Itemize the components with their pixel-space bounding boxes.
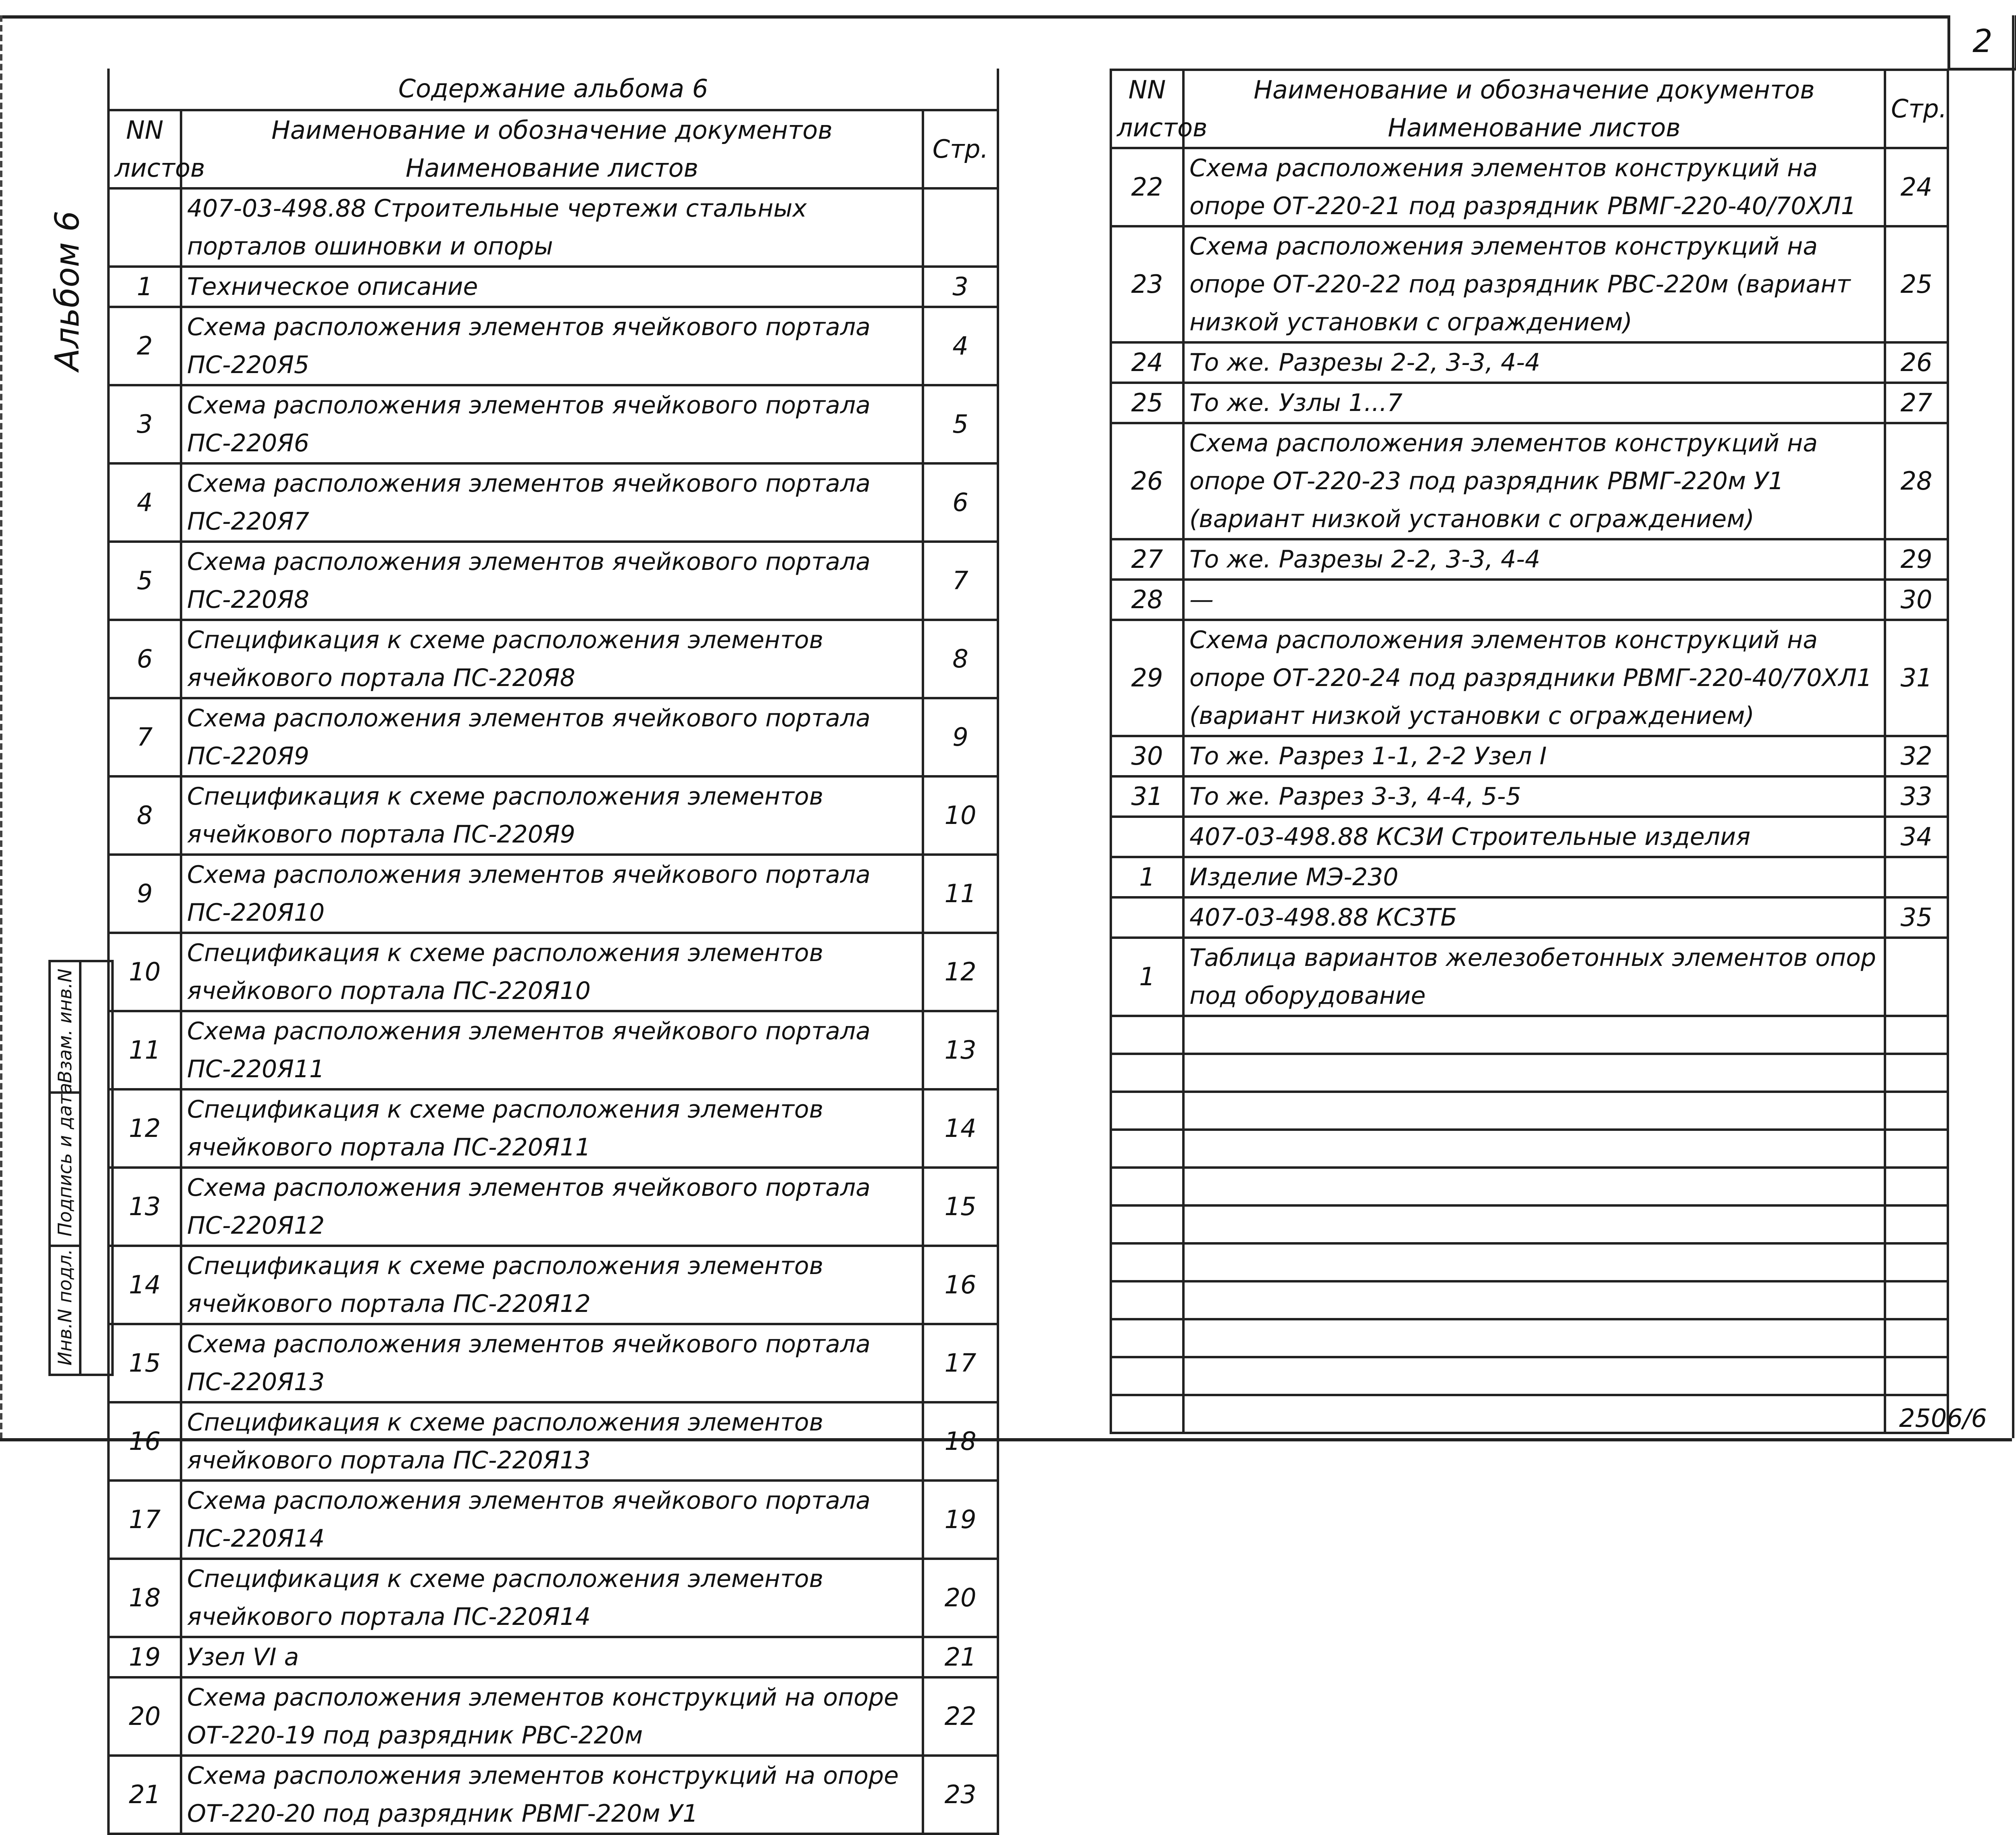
sheet-number-cell: 15: [108, 1324, 181, 1402]
empty-cell: [1183, 1357, 1885, 1395]
sheet-number-cell: 19: [108, 1637, 181, 1677]
sheet-name-cell: То же. Разрезы 2-2, 3-3, 4-4: [1183, 342, 1885, 383]
table-row: [108, 933, 998, 1011]
table-row: [1111, 736, 1948, 776]
empty-cell: [1111, 1281, 1183, 1319]
sheet-number-cell: 14: [108, 1246, 181, 1324]
table-row: [108, 385, 998, 463]
sheet-number-cell: [1111, 817, 1183, 857]
sheet-name-cell: Таблица вариантов железобетонных элементов опор под оборудование: [1183, 938, 1885, 1016]
sheet-name-cell: Схема расположения элементов конструкций на опоре ОТ-220-19 под разрядник РВС-220м: [181, 1677, 923, 1756]
empty-row: [1111, 1016, 1948, 1054]
sheet-number-cell: 29: [1111, 620, 1183, 736]
sheet-number-cell: 25: [1111, 383, 1183, 423]
sheet-name-cell: Схема расположения элементов ячейкового портала ПС-220Я7: [181, 463, 923, 542]
right-col-name-header: Наименование и обозначение документов Наименование листов: [1183, 70, 1885, 148]
sheet-name-cell: 407-03-498.88 Строительные чертежи стальных порталов ошиновки и опоры: [181, 188, 923, 267]
sheet-number-cell: 18: [108, 1559, 181, 1637]
empty-cell: [1885, 1205, 1948, 1243]
page-number-cell: 7: [923, 542, 998, 620]
sheet-number-cell: 27: [1111, 539, 1183, 580]
page-number-cell: [1885, 857, 1948, 897]
table-row: [108, 1637, 998, 1677]
sheet-name-cell: Спецификация к схеме расположения элементов ячейкового портала ПС-220Я9: [181, 776, 923, 855]
empty-cell: [1885, 1092, 1948, 1130]
empty-cell: [1183, 1168, 1885, 1205]
sheet-name-cell: То же. Разрезы 2-2, 3-3, 4-4: [1183, 539, 1885, 580]
table-row: [108, 1756, 998, 1834]
sheet-number-cell: 20: [108, 1677, 181, 1756]
sheet-number-cell: 3: [108, 385, 181, 463]
sheet-name-cell: Схема расположения элементов конструкций на опоре ОТ-220-20 под разрядник РВМГ-220м У1: [181, 1756, 923, 1834]
page-number-cell: [1885, 938, 1948, 1016]
empty-row: [1111, 1319, 1948, 1357]
sheet-number-cell: 8: [108, 776, 181, 855]
table-row: [108, 1481, 998, 1559]
empty-cell: [1885, 1168, 1948, 1205]
page-number-cell: 4: [923, 307, 998, 385]
sheet-number-cell: 16: [108, 1402, 181, 1481]
empty-row: [1111, 1168, 1948, 1205]
page-number-cell: 18: [923, 1402, 998, 1481]
frame-right-border: [2012, 15, 2014, 1438]
table-row: [108, 1402, 998, 1481]
page-number-cell: 35: [1885, 897, 1948, 938]
table-row: [1111, 342, 1948, 383]
table-row: [108, 188, 998, 267]
sheet-name-cell: Техническое описание: [181, 267, 923, 307]
side-stamp: [48, 960, 114, 1376]
sheet-name-cell: Схема расположения элементов ячейкового портала ПС-220Я6: [181, 385, 923, 463]
table-row: [108, 855, 998, 933]
page-number-cell: 32: [1885, 736, 1948, 776]
page-number-cell: 30: [1885, 580, 1948, 620]
side-cell-vzam: [51, 962, 79, 1094]
sheet-name-cell: Схема расположения элементов ячейкового портала ПС-220Я13: [181, 1324, 923, 1402]
sheet-number-cell: 7: [108, 698, 181, 776]
page-number-cell: 20: [923, 1559, 998, 1637]
sheet-name-cell: Спецификация к схеме расположения элементов ячейкового портала ПС-220Я13: [181, 1402, 923, 1481]
page-number-cell: 25: [1885, 226, 1948, 342]
page-number-cell: 10: [923, 776, 998, 855]
sheet-name-cell: Схема расположения элементов ячейкового портала ПС-220Я14: [181, 1481, 923, 1559]
empty-cell: [1111, 1357, 1183, 1395]
page-number-cell: 5: [923, 385, 998, 463]
sheet-name-cell: Спецификация к схеме расположения элементов ячейкового портала ПС-220Я11: [181, 1089, 923, 1168]
table-row: [1111, 148, 1948, 226]
side-cell-podpis: [51, 1082, 79, 1247]
table-row: [108, 542, 998, 620]
sheet-number-cell: 5: [108, 542, 181, 620]
page-number-cell: 31: [1885, 620, 1948, 736]
sheet-name-cell: Спецификация к схеме расположения элементов ячейкового портала ПС-220Я8: [181, 620, 923, 698]
table-row: [108, 698, 998, 776]
page-number-cell: 28: [1885, 423, 1948, 539]
sheet-number-cell: 26: [1111, 423, 1183, 539]
table-row: [1111, 857, 1948, 897]
left-contents-table: [107, 69, 999, 1835]
table-row: [108, 1324, 998, 1402]
empty-cell: [1111, 1016, 1183, 1054]
empty-cell: [1885, 1281, 1948, 1319]
sheet-name-cell: То же. Разрез 3-3, 4-4, 5-5: [1183, 776, 1885, 817]
sheet-number-cell: 2: [108, 307, 181, 385]
sheet-name-cell: Схема расположения элементов конструкций на опоре ОТ-220-22 под разрядник РВС-220м (вариант низкой установки с ограждением): [1183, 226, 1885, 342]
page-number-cell: 12: [923, 933, 998, 1011]
page-number-cell: 24: [1885, 148, 1948, 226]
left-table-body: [108, 188, 998, 1834]
table-row: [1111, 620, 1948, 736]
empty-row: [1111, 1130, 1948, 1168]
empty-cell: [1885, 1130, 1948, 1168]
page-number-cell: 23: [923, 1756, 998, 1834]
sheet-name-cell: Схема расположения элементов ячейкового портала ПС-220Я5: [181, 307, 923, 385]
sheet-number-cell: 31: [1111, 776, 1183, 817]
page-number-cell: 27: [1885, 383, 1948, 423]
right-table-body: [1111, 148, 1948, 1433]
page-number-cell: 21: [923, 1637, 998, 1677]
table-row: [108, 776, 998, 855]
sheet-name-cell: Схема расположения элементов ячейкового портала ПС-220Я8: [181, 542, 923, 620]
page-number-cell: 29: [1885, 539, 1948, 580]
empty-cell: [1183, 1092, 1885, 1130]
empty-cell: [1183, 1319, 1885, 1357]
empty-cell: [1183, 1243, 1885, 1281]
table-row: [108, 1246, 998, 1324]
sheet-name-cell: То же. Разрез 1-1, 2-2 Узел I: [1183, 736, 1885, 776]
table-row: [108, 1089, 998, 1168]
sheet-name-cell: Изделие МЭ-230: [1183, 857, 1885, 897]
sheet-name-cell: Схема расположения элементов конструкций на опоре ОТ-220-23 под разрядник РВМГ-220м У1 (вариант низкой установки с ограждением): [1183, 423, 1885, 539]
sheet-number-cell: 24: [1111, 342, 1183, 383]
sheet-name-cell: Схема расположения элементов конструкций на опоре ОТ-220-24 под разрядники РВМГ-220-40/70ХЛ1 (вариант низкой установки с ограждением): [1183, 620, 1885, 736]
table-row: [108, 307, 998, 385]
sheet-number-cell: 28: [1111, 580, 1183, 620]
sheet-name-cell: Спецификация к схеме расположения элементов ячейкового портала ПС-220Я14: [181, 1559, 923, 1637]
sheet-number-cell: 1: [1111, 938, 1183, 1016]
sheet-number-cell: 4: [108, 463, 181, 542]
table-row: [1111, 226, 1948, 342]
sheet-number-cell: [108, 188, 181, 267]
page-number-cell: 26: [1885, 342, 1948, 383]
table-row: [1111, 897, 1948, 938]
sheet-number-cell: 6: [108, 620, 181, 698]
page-number-cell: 17: [923, 1324, 998, 1402]
side-stamp-divider: [79, 962, 81, 1374]
sheet-name-cell: Схема расположения элементов ячейкового портала ПС-220Я9: [181, 698, 923, 776]
empty-row: [1111, 1395, 1948, 1433]
sheet-number-cell: 23: [1111, 226, 1183, 342]
drawing-code: 2506/6: [1899, 1403, 1987, 1433]
page-number-cell: 15: [923, 1168, 998, 1246]
empty-cell: [1111, 1319, 1183, 1357]
frame-top-border: [0, 15, 1947, 19]
table-row: [1111, 383, 1948, 423]
empty-cell: [1111, 1243, 1183, 1281]
page-number-cell: 11: [923, 855, 998, 933]
page-number-cell: 8: [923, 620, 998, 698]
sheet-name-cell: То же. Узлы 1...7: [1183, 383, 1885, 423]
empty-cell: [1111, 1395, 1183, 1433]
empty-cell: [1183, 1130, 1885, 1168]
sheet-number-cell: 13: [108, 1168, 181, 1246]
sheet-number-cell: 11: [108, 1011, 181, 1089]
sheet-number-cell: 21: [108, 1756, 181, 1834]
page-number-cell: 19: [923, 1481, 998, 1559]
sheet-name-cell: 407-03-498.88 КС3И Строительные изделия: [1183, 817, 1885, 857]
album-label: Альбом 6: [48, 211, 87, 371]
sheet-name-cell: Спецификация к схеме расположения элементов ячейкового портала ПС-220Я10: [181, 933, 923, 1011]
sheet-number-cell: 10: [108, 933, 181, 1011]
empty-cell: [1111, 1205, 1183, 1243]
table-row: [108, 267, 998, 307]
table-row: [108, 1677, 998, 1756]
sheet-name-cell: Спецификация к схеме расположения элементов ячейкового портала ПС-220Я12: [181, 1246, 923, 1324]
table-row: [108, 463, 998, 542]
sheet-number-cell: 1: [1111, 857, 1183, 897]
right-col-page-header: Стр.: [1885, 70, 1948, 148]
sheet-name-cell: Схема расположения элементов конструкций на опоре ОТ-220-21 под разрядник РВМГ-220-40/70ХЛ1: [1183, 148, 1885, 226]
table-row: [1111, 423, 1948, 539]
empty-cell: [1885, 1016, 1948, 1054]
sheet-number: 2: [1947, 15, 2016, 71]
empty-cell: [1885, 1357, 1948, 1395]
sheet-name-cell: 407-03-498.88 КС3ТБ: [1183, 897, 1885, 938]
table-row: [1111, 776, 1948, 817]
table-row: [1111, 817, 1948, 857]
sheet-number-cell: 22: [1111, 148, 1183, 226]
table-row: [1111, 580, 1948, 620]
page-number-cell: 13: [923, 1011, 998, 1089]
side-text-podpis: Подпись и дата: [54, 1082, 76, 1237]
empty-cell: [1111, 1092, 1183, 1130]
page-number-cell: 3: [923, 267, 998, 307]
right-contents-table: [1110, 69, 1949, 1434]
empty-cell: [1183, 1205, 1885, 1243]
page-number-cell: 33: [1885, 776, 1948, 817]
empty-cell: [1111, 1054, 1183, 1092]
sheet-name-cell: Схема расположения элементов ячейкового портала ПС-220Я10: [181, 855, 923, 933]
empty-cell: [1885, 1243, 1948, 1281]
sheet-name-cell: —: [1183, 580, 1885, 620]
empty-cell: [1885, 1054, 1948, 1092]
album-contents-title: Содержание альбома 6: [108, 69, 998, 110]
empty-row: [1111, 1357, 1948, 1395]
empty-cell: [1111, 1130, 1183, 1168]
sheet-number-cell: 9: [108, 855, 181, 933]
sheet-number-cell: 1: [108, 267, 181, 307]
side-text-inv: Инв.N подл.: [54, 1249, 76, 1366]
sheet-number-cell: 30: [1111, 736, 1183, 776]
right-col-num-header: NN листов: [1111, 70, 1183, 148]
page-number-cell: 16: [923, 1246, 998, 1324]
sheet-number-cell: 17: [108, 1481, 181, 1559]
empty-row: [1111, 1092, 1948, 1130]
table-row: [108, 1559, 998, 1637]
table-row: [108, 1168, 998, 1246]
table-row: [108, 620, 998, 698]
sheet-number-cell: [1111, 897, 1183, 938]
empty-cell: [1183, 1054, 1885, 1092]
frame-left-border: [0, 15, 2, 1439]
sheet-name-cell: Схема расположения элементов ячейкового портала ПС-220Я12: [181, 1168, 923, 1246]
empty-cell: [1885, 1319, 1948, 1357]
page-number-cell: [923, 188, 998, 267]
sheet-name-cell: Схема расположения элементов ячейкового портала ПС-220Я11: [181, 1011, 923, 1089]
side-text-vzam: Взам. инв.N: [54, 968, 76, 1083]
sheet-number-cell: 12: [108, 1089, 181, 1168]
page-number-cell: 22: [923, 1677, 998, 1756]
empty-cell: [1183, 1016, 1885, 1054]
page-number-cell: 9: [923, 698, 998, 776]
left-col-page-header: Стр.: [923, 110, 998, 188]
empty-cell: [1111, 1168, 1183, 1205]
empty-row: [1111, 1205, 1948, 1243]
table-row: [1111, 539, 1948, 580]
empty-row: [1111, 1054, 1948, 1092]
sheet-name-cell: Узел VI а: [181, 1637, 923, 1677]
left-col-name-header: Наименование и обозначение документов Наименование листов: [181, 110, 923, 188]
page-number-cell: 6: [923, 463, 998, 542]
empty-row: [1111, 1243, 1948, 1281]
empty-row: [1111, 1281, 1948, 1319]
left-col-num-header: NN листов: [108, 110, 181, 188]
page-number-cell: 34: [1885, 817, 1948, 857]
table-row: [1111, 938, 1948, 1016]
table-row: [108, 1011, 998, 1089]
empty-cell: [1183, 1281, 1885, 1319]
page-number-cell: 14: [923, 1089, 998, 1168]
empty-cell: [1183, 1395, 1885, 1433]
side-cell-inv: [51, 1245, 79, 1371]
